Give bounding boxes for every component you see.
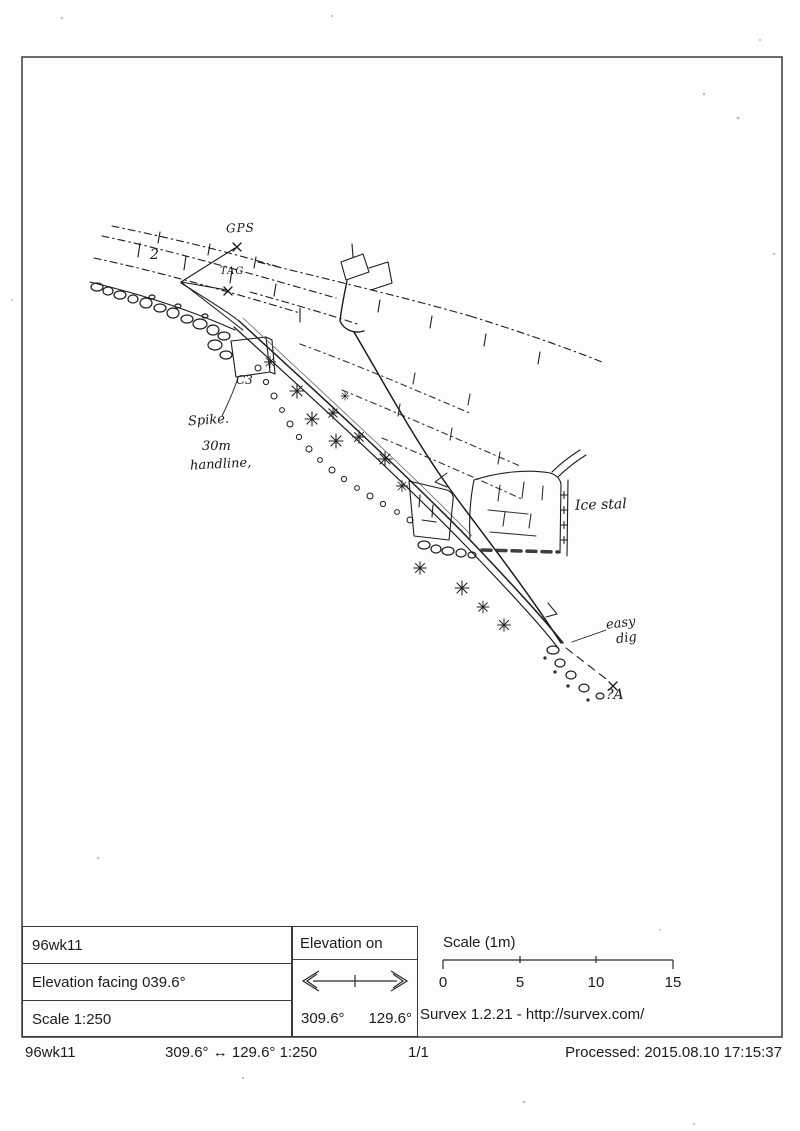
footer-processed-timestamp: Processed: 2015.08.10 17:15:37 bbox=[565, 1044, 782, 1061]
handline-annotation-line1: 30m bbox=[202, 439, 231, 454]
title-block-view: Elevation facing 039.6° bbox=[23, 964, 291, 1001]
scale-bar-label: Scale (1m) bbox=[443, 934, 516, 951]
spike-annotation: Spike. bbox=[187, 411, 230, 430]
sketch-linework bbox=[90, 226, 617, 701]
scale-bar bbox=[435, 954, 695, 970]
easy-dig-annotation-line2: dig bbox=[615, 629, 638, 648]
c3-annotation: C3 bbox=[236, 373, 253, 387]
scale-tick-10: 10 bbox=[587, 974, 605, 991]
question-a-annotation: ?A bbox=[606, 687, 624, 703]
title-block-table bbox=[22, 926, 292, 1037]
gps-annotation: GPS bbox=[225, 220, 256, 236]
elevation-on-label: Elevation on bbox=[293, 927, 417, 960]
station-label-2: 2 bbox=[150, 247, 159, 263]
bearing-right-value: 129.6° bbox=[368, 1010, 412, 1027]
footer-bearing-range: 309.6° ↔ 129.6° 1:250 bbox=[165, 1044, 318, 1061]
scale-bar-block bbox=[435, 932, 705, 998]
tag-annotation: TAG bbox=[220, 266, 245, 277]
title-block-survey-name: 96wk11 bbox=[23, 927, 291, 964]
easy-dig-annotation-line1: easy bbox=[605, 614, 637, 633]
scale-tick-0: 0 bbox=[438, 974, 448, 991]
scale-tick-5: 5 bbox=[515, 974, 525, 991]
scale-tick-15: 15 bbox=[664, 974, 682, 991]
title-block-scale: Scale 1:250 bbox=[32, 1011, 112, 1028]
footer-page-number: 1/1 bbox=[408, 1044, 429, 1061]
footer-survey-name: 96wk11 bbox=[25, 1044, 76, 1061]
elevation-direction-box bbox=[292, 926, 418, 1037]
handline-annotation-line2: handline, bbox=[189, 455, 252, 474]
page-border bbox=[22, 57, 782, 1037]
double-arrow-icon bbox=[299, 966, 411, 996]
ice-stal-annotation: Ice stal bbox=[574, 496, 628, 514]
survex-credit: Survex 1.2.21 - http://survex.com/ bbox=[420, 1006, 645, 1023]
bearing-arrow bbox=[293, 960, 417, 1001]
bearing-left-value: 309.6° bbox=[301, 1010, 345, 1027]
